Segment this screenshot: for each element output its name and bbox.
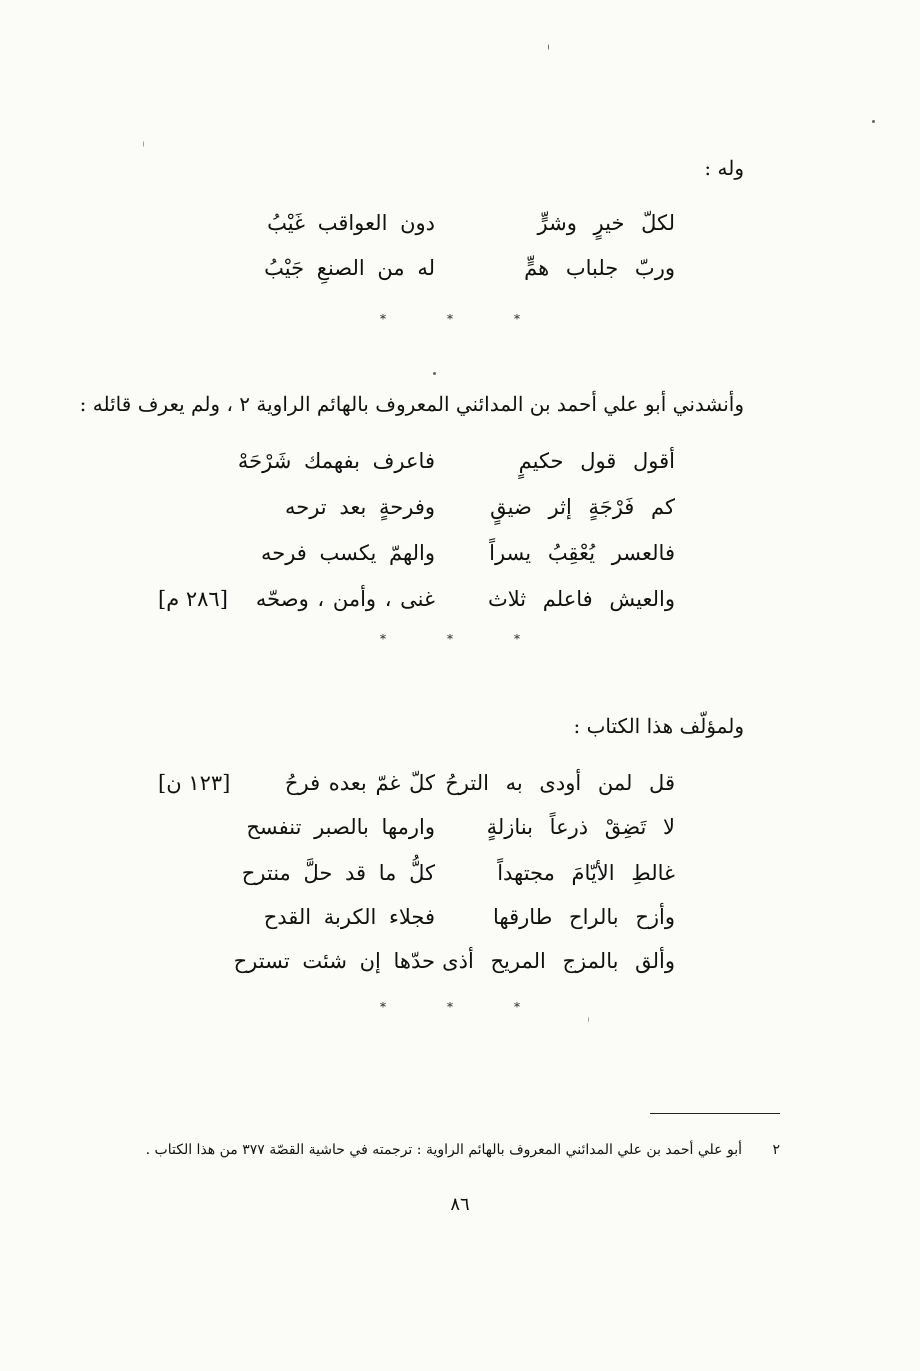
section-divider-stars-3	[380, 1000, 520, 1014]
verse-2-4-first-hemistich: والعيش فاعلم ثلاث	[487, 587, 675, 611]
footnote-number: ٢	[772, 1142, 780, 1158]
verse-3-2-second-hemistich: وارمها بالصبر تنفسح	[246, 815, 435, 839]
verse-3-1-first-hemistich: قل لمن أودى به الترحُ	[445, 771, 675, 795]
verse-2-2-second-hemistich: وفرحةٍ بعد ترحه	[284, 495, 435, 519]
verse-2-3-first-hemistich: فالعسر يُعْقِبُ يسراً	[489, 541, 675, 565]
verse-3-5-first-hemistich: وألق بالمزج المريح أذى	[442, 949, 675, 973]
footnote-separator	[650, 1113, 780, 1114]
section2-intro: وأنشدني أبو علي أحمد بن المدائني المعروف بالهائم الراوية ٢ ، ولم يعرف قائله :	[79, 392, 744, 416]
section3-intro: ولمؤلّف هذا الكتاب :	[573, 714, 744, 738]
divider-star: *	[514, 312, 520, 326]
verse-1-1-first-hemistich: لكلّ خيرٍ وشرٍّ	[537, 211, 675, 235]
scan-speck	[143, 141, 144, 147]
verse-2-1-first-hemistich: أقول قول حكيمٍ	[518, 449, 675, 473]
divider-star: *	[447, 1000, 453, 1014]
verse-3-4-first-hemistich: وأزح بالراح طارقها	[492, 905, 675, 929]
divider-star: *	[380, 1000, 386, 1014]
verse-2-4-second-hemistich: غنى ، وأمن ، وصحّه	[255, 587, 435, 611]
divider-star: *	[514, 1000, 520, 1014]
verse-3-1-second-hemistich: كلّ غمّ بعده فرحُ	[284, 771, 435, 795]
divider-star: *	[380, 312, 386, 326]
divider-star: *	[380, 632, 386, 646]
verse-3-5-second-hemistich: حدّها إن شئت تسترح	[233, 949, 435, 973]
marginal-reference: [٢٨٦ م]	[158, 587, 228, 611]
scan-speck	[872, 120, 875, 123]
verse-1-2-first-hemistich: وربّ جلباب همٍّ	[524, 256, 675, 280]
section-divider-stars-2	[380, 632, 520, 646]
verse-3-3-first-hemistich: غالطِ الأيّامَ مجتهداً	[497, 861, 675, 885]
divider-star: *	[514, 632, 520, 646]
section1-intro: وله :	[704, 156, 744, 180]
verse-3-3-second-hemistich: كلُّ ما قد حلَّ منترح	[241, 861, 435, 885]
section-divider-stars-1	[380, 312, 520, 326]
verse-2-3-second-hemistich: والهمّ يكسب فرحه	[260, 541, 435, 565]
marginal-reference: [١٢٣ ن]	[158, 771, 231, 795]
scan-speck	[548, 44, 549, 50]
page-number: ٨٦	[450, 1194, 470, 1215]
verse-3-4-second-hemistich: فجلاء الكربة القدح	[263, 905, 435, 929]
divider-star: *	[447, 312, 453, 326]
verse-1-1-second-hemistich: دون العواقب غَيْبُ	[267, 211, 435, 235]
scan-speck	[433, 372, 436, 375]
verse-1-2-second-hemistich: له من الصنعِ جَيْبُ	[264, 256, 435, 280]
footnote-text: أبو علي أحمد بن علي المدائني المعروف بالهائم الراوية : ترجمته في حاشية القصّة ٣٧٧ من هذا الكتاب .	[145, 1142, 742, 1158]
verse-3-2-first-hemistich: لا تَضِقْ ذرعاً بنازلةٍ	[486, 815, 675, 839]
scan-speck	[588, 1017, 589, 1022]
divider-star: *	[447, 632, 453, 646]
verse-2-2-first-hemistich: كم فَرْجَةٍ إثر ضيقٍ	[490, 495, 675, 519]
verse-2-1-second-hemistich: فاعرف بفهمك شَرْحَهْ	[237, 449, 435, 473]
